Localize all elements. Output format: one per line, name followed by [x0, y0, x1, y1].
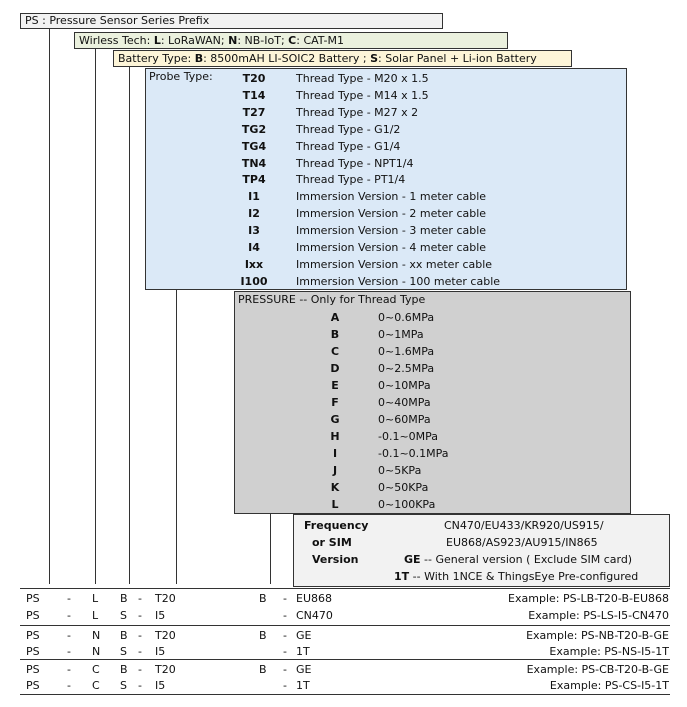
probe-code: TN4 — [241, 156, 267, 170]
probe-code: I4 — [248, 241, 260, 254]
row-net: L — [92, 592, 99, 605]
row-freq: GE — [296, 629, 312, 642]
probe-desc: Thread Type - G1/4 — [296, 139, 401, 153]
row-separator: - — [67, 592, 71, 605]
row-ex: Example: PS-CB-T20-B-GE — [526, 663, 669, 676]
probe-code: I100 — [240, 274, 268, 288]
row-separator: - — [283, 663, 287, 676]
row-freq: GE — [296, 663, 312, 676]
row-separator: - — [67, 663, 71, 676]
probe-desc: Immersion Version - 2 meter cable — [296, 207, 487, 221]
probe-desc: Thread Type - M14 x 1.5 — [296, 88, 429, 102]
row-bat: S — [120, 609, 127, 622]
pressure-desc: 0~1MPa — [378, 328, 424, 341]
1t-option: 1T -- With 1NCE & ThingsEye Pre-configured — [394, 570, 639, 583]
pressure-code: H — [330, 430, 340, 443]
ge-option: GE -- General version ( Exclude SIM card) — [404, 553, 633, 566]
table-row — [0, 644, 687, 660]
row-freq: EU868 — [296, 592, 332, 605]
probe-code: I3 — [248, 224, 260, 238]
row-separator: - — [138, 609, 142, 622]
row-pr: B — [259, 592, 267, 605]
pressure-desc: -0.1~0.1MPa — [378, 447, 449, 460]
pressure-desc: 0~100KPa — [378, 498, 436, 511]
row-net: C — [92, 663, 100, 676]
probe-desc: Thread Type - PT1/4 — [296, 173, 406, 187]
frequency-label-3: Version — [312, 553, 359, 566]
pressure-code: E — [331, 379, 339, 392]
row-separator: - — [67, 645, 71, 658]
row-ex: Example: PS-CS-I5-1T — [549, 679, 669, 692]
pressure-code: F — [331, 396, 339, 409]
pressure-code: J — [332, 464, 338, 477]
probe-code: T14 — [242, 88, 266, 102]
row-ex: Example: PS-NB-T20-B-GE — [526, 629, 669, 642]
prefix-box — [20, 13, 443, 29]
pressure-code: B — [330, 328, 340, 341]
row-separator: - — [138, 592, 142, 605]
probe-desc: Thread Type - M20 x 1.5 — [296, 72, 429, 85]
row-probe: I5 — [155, 679, 166, 692]
table-row — [0, 678, 687, 694]
table-bottom-border — [20, 694, 670, 695]
row-bat: B — [120, 592, 128, 605]
row-net: N — [92, 645, 101, 658]
pressure-code: K — [330, 481, 340, 494]
probe-code: TG4 — [241, 139, 267, 153]
probe-desc: Immersion Version - 100 meter cable — [296, 274, 501, 288]
row-bat: S — [120, 679, 127, 692]
battery-type-box — [113, 50, 572, 67]
row-ex: Example: PS-LB-T20-B-EU868 — [508, 592, 669, 605]
probe-desc: Immersion Version - 3 meter cable — [296, 224, 487, 238]
pressure-code: I — [332, 447, 338, 460]
probe-type-label: Probe Type: — [149, 70, 213, 83]
pressure-code: A — [330, 311, 340, 324]
row-ps: PS — [26, 609, 40, 622]
pressure-code: C — [330, 345, 340, 358]
probe-desc: Thread Type - NPT1/4 — [296, 156, 414, 170]
row-ps: PS — [26, 645, 40, 658]
table-top-border — [20, 588, 670, 589]
row-probe: I5 — [155, 609, 166, 622]
row-ex: Example: PS-LS-I5-CN470 — [528, 609, 669, 622]
table-row — [0, 608, 687, 624]
pressure-code: D — [330, 362, 340, 375]
row-probe: T20 — [155, 663, 176, 676]
row-ps: PS — [26, 629, 40, 642]
probe-desc: Immersion Version - 1 meter cable — [296, 190, 487, 204]
table-group-divider-1 — [20, 625, 670, 626]
row-freq: 1T — [296, 645, 310, 658]
probe-desc: Thread Type - M27 x 2 — [296, 105, 419, 119]
row-net: L — [92, 609, 99, 622]
prefix-text: PS : Pressure Sensor Series Prefix — [25, 14, 210, 27]
probe-type-box — [145, 68, 627, 290]
row-bat: B — [120, 663, 128, 676]
battery-type-text: Battery Type: B: 8500mAH LI-SOIC2 Battery ; S: Solar Panel + Li-ion Battery — [118, 52, 537, 65]
connector-line-pressure — [270, 512, 271, 584]
row-bat: B — [120, 629, 128, 642]
probe-code: TP4 — [242, 173, 266, 187]
row-probe: T20 — [155, 592, 176, 605]
table-row — [0, 628, 687, 644]
row-probe: T20 — [155, 629, 176, 642]
row-separator: - — [138, 679, 142, 692]
row-separator: - — [138, 629, 142, 642]
probe-code: Ixx — [244, 257, 264, 271]
probe-desc: Immersion Version - 4 meter cable — [296, 241, 487, 254]
row-net: C — [92, 679, 100, 692]
wireless-tech-box — [74, 32, 508, 49]
connector-line-wireless — [95, 48, 96, 584]
row-ps: PS — [26, 663, 40, 676]
row-bat: S — [120, 645, 127, 658]
frequency-list-line-2: EU868/AS923/AU915/IN865 — [446, 536, 598, 549]
row-probe: I5 — [155, 645, 166, 658]
row-separator: - — [283, 645, 287, 658]
row-separator: - — [138, 663, 142, 676]
probe-code: T20 — [242, 72, 266, 85]
probe-code: T27 — [242, 105, 266, 119]
frequency-label-1: Frequency — [304, 519, 369, 532]
row-ps: PS — [26, 679, 40, 692]
row-pr: B — [259, 629, 267, 642]
row-pr: B — [259, 663, 267, 676]
probe-desc: Immersion Version - xx meter cable — [296, 257, 493, 271]
frequency-label-2: or SIM — [312, 536, 352, 549]
pressure-code: G — [330, 413, 340, 426]
row-ex: Example: PS-NS-I5-1T — [549, 645, 669, 658]
pressure-desc: 0~0.6MPa — [378, 311, 435, 324]
pressure-desc: 0~10MPa — [378, 379, 431, 392]
table-row — [0, 662, 687, 678]
pressure-desc: 0~50KPa — [378, 481, 429, 494]
pressure-label: PRESSURE -- Only for Thread Type — [238, 293, 426, 306]
row-ps: PS — [26, 592, 40, 605]
pressure-desc: 0~2.5MPa — [378, 362, 435, 375]
row-separator: - — [67, 609, 71, 622]
pressure-desc: -0.1~0MPa — [378, 430, 439, 443]
frequency-sim-box — [293, 514, 670, 587]
row-separator: - — [138, 645, 142, 658]
frequency-list-line-1: CN470/EU433/KR920/US915/ — [444, 519, 604, 532]
row-net: N — [92, 629, 101, 642]
row-freq: 1T — [296, 679, 310, 692]
pressure-code: L — [331, 498, 339, 511]
pressure-desc: 0~5KPa — [378, 464, 422, 477]
row-freq: CN470 — [296, 609, 333, 622]
probe-desc: Thread Type - G1/2 — [296, 122, 401, 136]
row-separator: - — [283, 629, 287, 642]
connector-line-probe — [176, 288, 177, 584]
pressure-box — [234, 291, 631, 514]
row-separator: - — [283, 609, 287, 622]
connector-line-battery — [129, 66, 130, 584]
connector-line-prefix — [49, 28, 50, 584]
pressure-desc: 0~40MPa — [378, 396, 431, 409]
pressure-desc: 0~60MPa — [378, 413, 431, 426]
row-separator: - — [283, 679, 287, 692]
probe-code: I2 — [248, 207, 260, 221]
probe-code: TG2 — [241, 122, 267, 136]
row-separator: - — [67, 679, 71, 692]
row-separator: - — [67, 629, 71, 642]
table-row — [0, 591, 687, 607]
probe-code: I1 — [248, 190, 260, 204]
pressure-desc: 0~1.6MPa — [378, 345, 435, 358]
row-separator: - — [283, 592, 287, 605]
wireless-tech-text: Wirless Tech: L: LoRaWAN; N: NB-IoT; C: CAT-M1 — [79, 34, 344, 47]
